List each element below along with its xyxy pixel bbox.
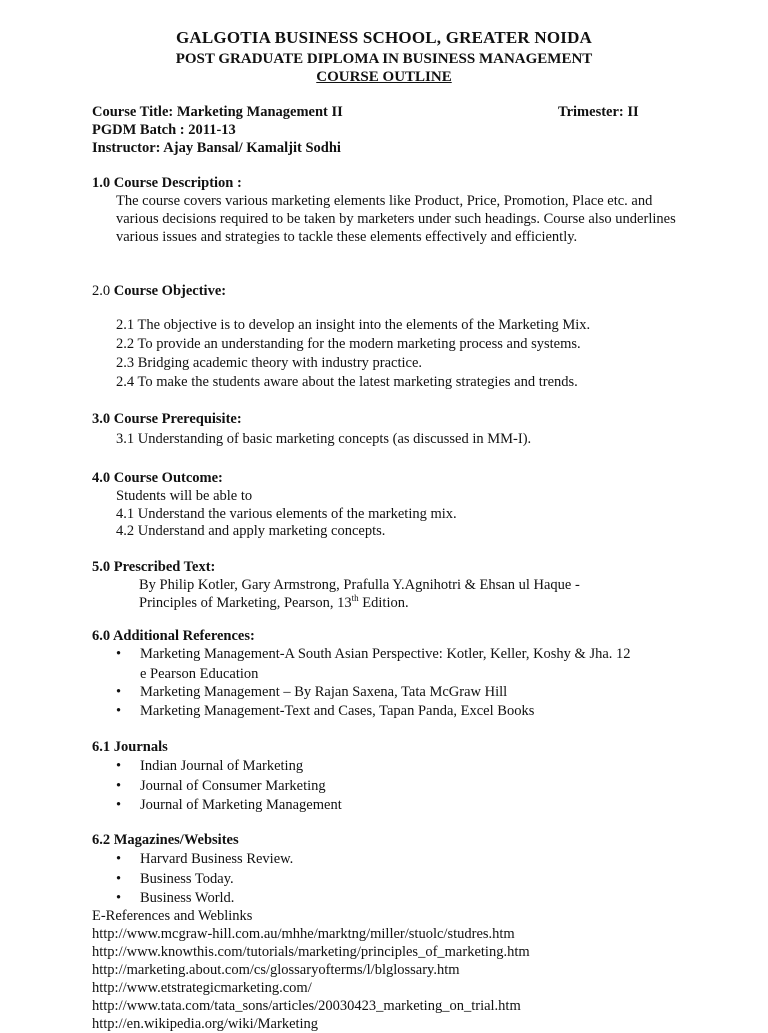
- section-number: 2.0: [92, 283, 114, 299]
- journal-text: Indian Journal of Marketing: [140, 758, 304, 774]
- outcome-intro: Students will be able to: [116, 488, 253, 504]
- course-title: Course Title: Marketing Management II: [92, 104, 343, 120]
- list-item: [116, 683, 631, 703]
- outcome-item: 4.1 Understand the various elements of the marketing mix.: [116, 506, 457, 522]
- bullet-icon: •: [116, 703, 122, 719]
- prescribed-text-line: [139, 594, 409, 612]
- objective-item: 2.1 The objective is to develop an insight into the elements of the Marketing Mix.: [116, 317, 591, 333]
- journal-text: Journal of Marketing Management: [140, 797, 342, 813]
- prescribed-text-line: By Philip Kotler, Gary Armstrong, Prafulla Y.Agnihotri & Ehsan ul Haque -: [139, 577, 580, 593]
- bullet-icon: •: [116, 683, 122, 700]
- section-heading-objective: [92, 282, 226, 300]
- list-item: [116, 777, 342, 797]
- section-heading-magazines: 6.2 Magazines/Websites: [92, 832, 239, 848]
- reference-text: Marketing Management – By Rajan Saxena, Tata McGraw Hill: [140, 683, 508, 700]
- course-description-text: The course covers various marketing elements like Product, Price, Promotion, Place etc. and various decisions required to be taken by marketers under such headings. Course also underlines various issues and strategies to tackle these elements effectively and efficiently.: [116, 193, 676, 245]
- section-heading-outcome: 4.0 Course Outcome:: [92, 470, 223, 486]
- objective-item: 2.4 To make the students aware about the latest marketing strategies and trends.: [116, 374, 578, 390]
- bullet-icon: •: [116, 797, 122, 813]
- magazines-list: [116, 850, 293, 909]
- weblink[interactable]: http://www.mcgraw-hill.com.au/mhhe/marktng/miller/stuolc/studres.htm: [92, 926, 515, 942]
- magazine-text: Business World.: [140, 890, 235, 906]
- bullet-icon: •: [116, 758, 122, 774]
- bullet-icon: •: [116, 870, 122, 887]
- list-item: [116, 850, 293, 870]
- objective-item: 2.2 To provide an understanding for the modern marketing process and systems.: [116, 336, 581, 352]
- list-item: [116, 870, 293, 890]
- bullet-icon: •: [116, 851, 122, 867]
- list-item: [116, 702, 631, 722]
- outcome-item: 4.2 Understand and apply marketing concepts.: [116, 523, 386, 539]
- instructor: Instructor: Ajay Bansal/ Kamaljit Sodhi: [92, 140, 341, 156]
- weblink[interactable]: http://www.etstrategicmarketing.com/: [92, 980, 312, 996]
- reference-text: Marketing Management-Text and Cases, Tapan Panda, Excel Books: [140, 703, 535, 719]
- prescribed-text-body: Principles of Marketing, Pearson, 13: [139, 595, 352, 611]
- section-label: Course Objective:: [113, 283, 227, 299]
- journals-list: [116, 757, 342, 816]
- journal-text: Journal of Consumer Marketing: [140, 777, 326, 794]
- list-item-continuation: [116, 665, 631, 683]
- school-title: GALGOTIA BUSINESS SCHOOL, GREATER NOIDA: [175, 28, 593, 47]
- magazine-text: Harvard Business Review.: [140, 851, 294, 867]
- prescribed-text-end: Edition.: [358, 595, 409, 611]
- references-list: [116, 645, 631, 722]
- bullet-icon: •: [116, 890, 122, 906]
- list-item: [116, 796, 342, 816]
- reference-text: Marketing Management-A South Asian Perspective: Kotler, Keller, Koshy & Jha. 12: [140, 646, 631, 662]
- list-item: [116, 757, 342, 777]
- weblink[interactable]: http://www.knowthis.com/tutorials/marketing/principles_of_marketing.htm: [92, 944, 530, 960]
- bullet-icon: •: [116, 777, 122, 794]
- prerequisite-item: 3.1 Understanding of basic marketing concepts (as discussed in MM-I).: [116, 431, 532, 447]
- section-heading-additional-references: 6.0 Additional References:: [92, 628, 255, 644]
- bullet-icon: •: [116, 646, 122, 662]
- weblink[interactable]: http://www.tata.com/tata_sons/articles/20030423_marketing_on_trial.htm: [92, 998, 521, 1014]
- section-heading-prescribed-text: 5.0 Prescribed Text:: [92, 559, 216, 575]
- magazine-text: Business Today.: [140, 870, 234, 887]
- reference-text: e Pearson Education: [140, 665, 259, 682]
- weblink[interactable]: http://en.wikipedia.org/wiki/Marketing: [92, 1016, 319, 1032]
- section-heading-description: 1.0 Course Description :: [92, 175, 242, 191]
- program-title: POST GRADUATE DIPLOMA IN BUSINESS MANAGEMENT: [175, 51, 593, 67]
- section-heading-journals: 6.1 Journals: [92, 739, 168, 755]
- objective-item: 2.3 Bridging academic theory with industry practice.: [116, 355, 423, 371]
- document-title: COURSE OUTLINE: [316, 69, 452, 85]
- weblink[interactable]: http://marketing.about.com/cs/glossaryofterms/l/blglossary.htm: [92, 962, 460, 978]
- list-item: [116, 645, 631, 665]
- batch: PGDM Batch : 2011-13: [92, 122, 236, 138]
- list-item: [116, 889, 293, 909]
- edition-superscript: th: [351, 593, 359, 604]
- e-references-heading: E-References and Weblinks: [92, 908, 253, 924]
- trimester: Trimester: II: [558, 104, 639, 120]
- section-heading-prerequisite: 3.0 Course Prerequisite:: [92, 411, 242, 427]
